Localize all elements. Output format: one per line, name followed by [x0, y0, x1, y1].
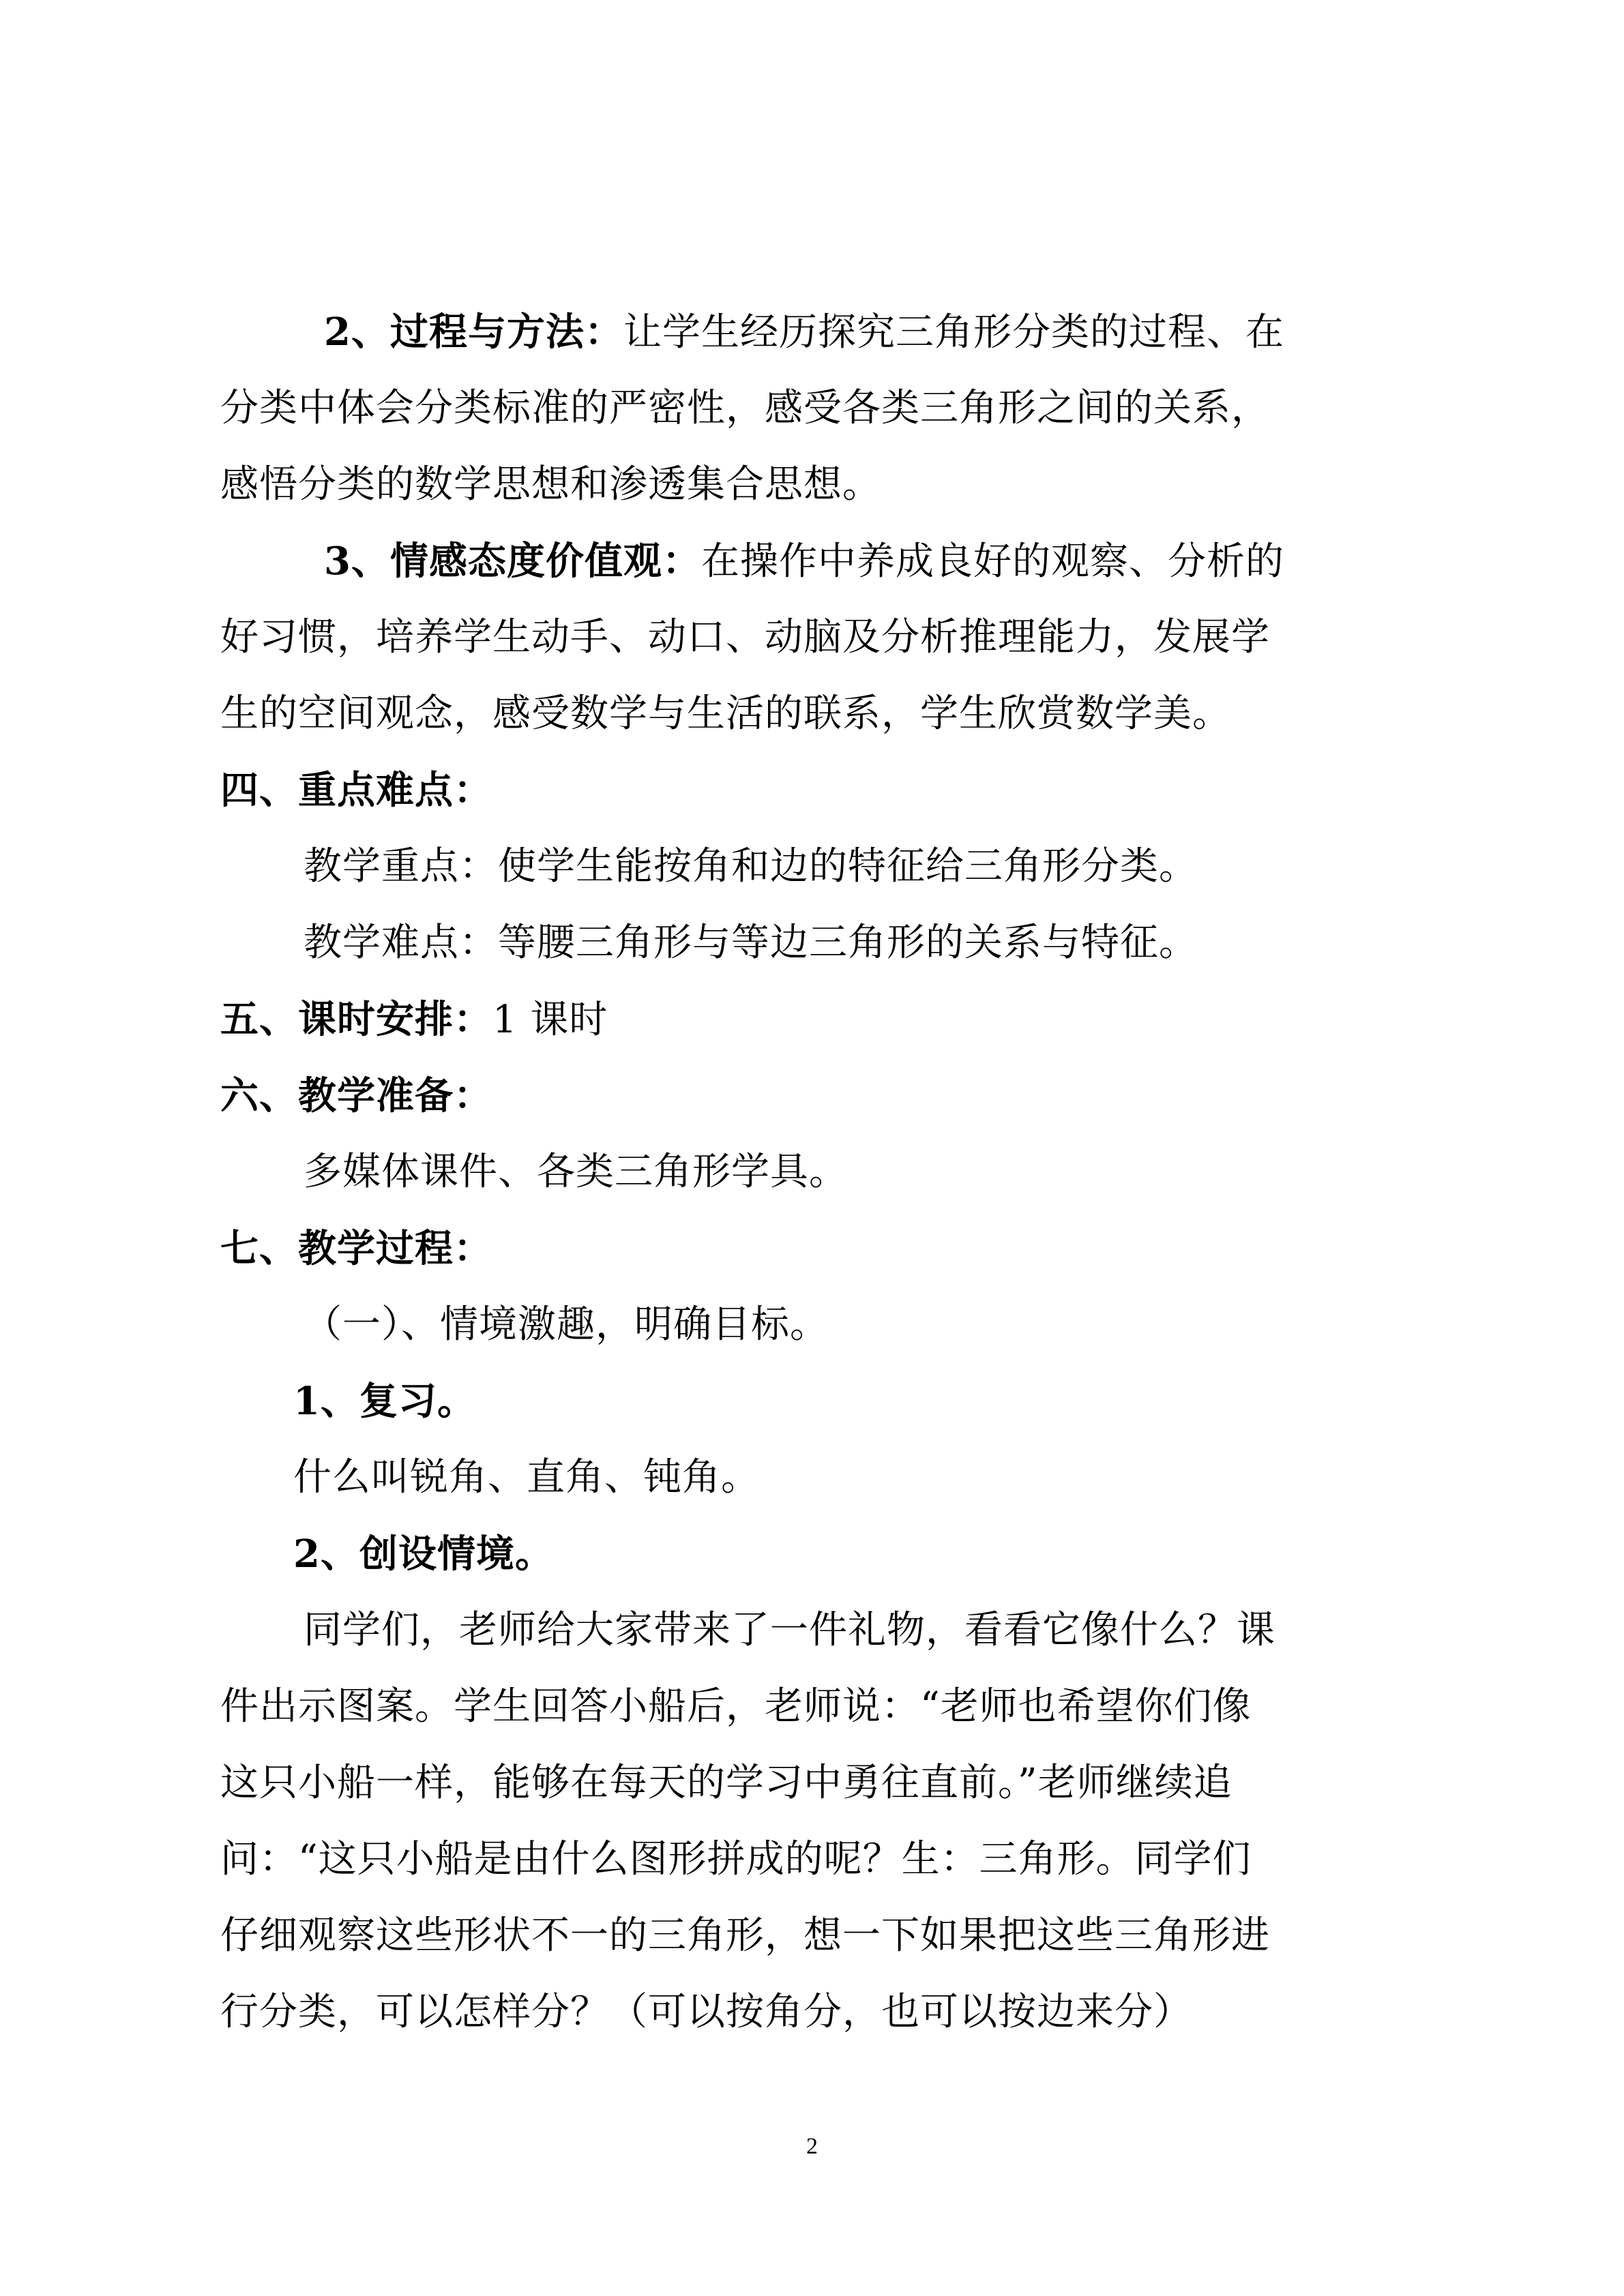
paragraph-line: 行分类，可以怎样分？（可以按角分，也可以按边来分） [220, 1990, 1192, 2034]
paragraph-line: 问：“这只小船是由什么图形拼成的呢？生：三角形。同学们 [220, 1837, 1252, 1881]
paragraph-line: 分类中体会分类标准的严密性，感受各类三角形之间的关系， [220, 386, 1270, 430]
page-number: 2 [806, 2134, 818, 2159]
section-heading-key-points: 四、重点难点： [220, 768, 492, 813]
paragraph-line: 同学们，老师给大家带来了一件礼物，看看它像什么？课 [304, 1608, 1275, 1652]
teaching-focus: 教学重点：使学生能按角和边的特征给三角形分类。 [304, 844, 1198, 889]
preparation-materials: 多媒体课件、各类三角形学具。 [304, 1150, 848, 1194]
paragraph-line: 这只小船一样，能够在每天的学习中勇往直前。”老师继续追 [220, 1761, 1232, 1805]
paragraph-line: 好习惯，培养学生动手、动口、动脑及分析推理能力，发展学 [220, 615, 1270, 659]
subsection-heading-situation: （一）、情境激趣，明确目标。 [304, 1302, 829, 1347]
step-heading-review: 1、复习。 [293, 1379, 476, 1424]
heading-emotion-values: 3、情感态度价值观： [324, 539, 701, 584]
heading-process-method: 2、过程与方法： [324, 310, 623, 355]
objective-emotion-values: 3、情感态度价值观：在操作中养成良好的观察、分析的 [324, 539, 1284, 584]
section-heading-schedule: 五、课时安排： [220, 997, 492, 1042]
paragraph-line: 感悟分类的数学思想和渗透集合思想。 [220, 462, 881, 507]
paragraph-line: 仔细观察这些形状不一的三角形，想一下如果把这些三角形进 [220, 1913, 1270, 1958]
teaching-difficulty: 教学难点：等腰三角形与等边三角形的关系与特征。 [304, 921, 1198, 965]
paragraph-line: 生的空间观念，感受数学与生活的联系，学生欣赏数学美。 [220, 691, 1231, 736]
step-heading-create-situation: 2、创设情境。 [293, 1532, 554, 1577]
paragraph-line: 件出示图案。学生回答小船后，老师说：“老师也希望你们像 [220, 1684, 1252, 1729]
section-heading-process: 七、教学过程： [220, 1226, 492, 1271]
section-lesson-schedule: 五、课时安排：1 课时 [220, 997, 608, 1042]
objective-process-method: 2、过程与方法：让学生经历探究三角形分类的过程、在 [324, 310, 1284, 355]
section-heading-preparation: 六、教学准备： [220, 1073, 492, 1118]
review-question: 什么叫锐角、直角、钝角。 [293, 1455, 760, 1500]
